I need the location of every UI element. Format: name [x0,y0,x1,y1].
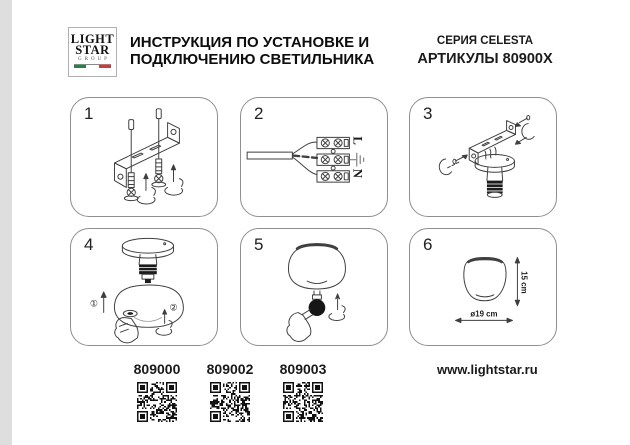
screw-icon [515,116,534,145]
article-number: 809000 [133,361,181,377]
hand-icon [287,310,313,342]
power-cable-icon [247,152,292,159]
step-panel-1 [70,97,218,217]
diameter-dimension-arrow [455,309,512,322]
terminal-block [317,137,349,182]
page-left-edge [0,0,12,445]
step-number: 5 [254,235,264,254]
step-number: 6 [423,235,433,254]
terminal-label-line: L [350,136,365,145]
article-item [127,361,187,427]
article-number: 809002 [206,361,254,377]
logo-text-light: LIGHT [70,32,115,46]
qr-code [137,382,177,422]
articles-label: АРТИКУЛЫ 80900X [417,51,553,67]
step-number: 3 [423,104,433,123]
screw-icon [124,120,138,201]
logo-text-group: GROUP [78,57,110,62]
callout-1: ① [89,298,98,309]
lightstar-logo [68,27,117,77]
height-dimension-arrow [515,258,528,306]
screw-icon [439,155,467,175]
diameter-label: ø19 cm [470,309,498,319]
arrow-up-icon [101,292,106,313]
wall-anchor-icon [329,294,345,321]
lamp-socket [487,167,503,198]
wall-anchor-icon [137,174,155,204]
step-number: 1 [84,104,94,123]
glass-shade [464,258,506,301]
italian-flag-bar [74,64,111,68]
lamp-socket [139,255,157,284]
title-line-1: ИНСТРУКЦИЯ ПО УСТАНОВКЕ И [130,34,370,51]
ceiling-canopy [475,155,514,173]
title-line-2: ПОДКЛЮЧЕНИЮ СВЕТИЛЬНИКА [130,51,375,68]
callout-2: ② [169,302,178,313]
wires [292,142,317,175]
glass-shade [288,244,345,289]
series-block [405,35,565,67]
light-bulb [309,291,326,316]
step-panel-5 [240,228,388,346]
article-item [273,361,333,427]
qr-code [210,382,250,422]
article-number: 809003 [279,361,327,377]
step-panel-4 [70,228,218,346]
ground-symbol-icon [350,153,363,166]
terminal-label-neutral: N [350,168,365,179]
website-url[interactable]: www.lightstar.ru [437,362,538,377]
wall-anchor-icon [156,310,172,336]
page-title [130,34,374,68]
wall-anchor-icon [165,165,183,195]
step-panel-6 [409,228,557,346]
step-panel-2 [240,97,388,217]
ceiling-canopy [122,238,173,258]
step-number: 2 [254,104,264,123]
height-label: 15 cm [519,271,529,294]
logo-text-star: STAR [75,43,110,57]
step-panel-3 [409,97,557,217]
step-number: 4 [84,235,94,254]
article-item [200,361,260,427]
qr-code [283,382,323,422]
series-label: СЕРИЯ CELESTA [436,35,534,47]
